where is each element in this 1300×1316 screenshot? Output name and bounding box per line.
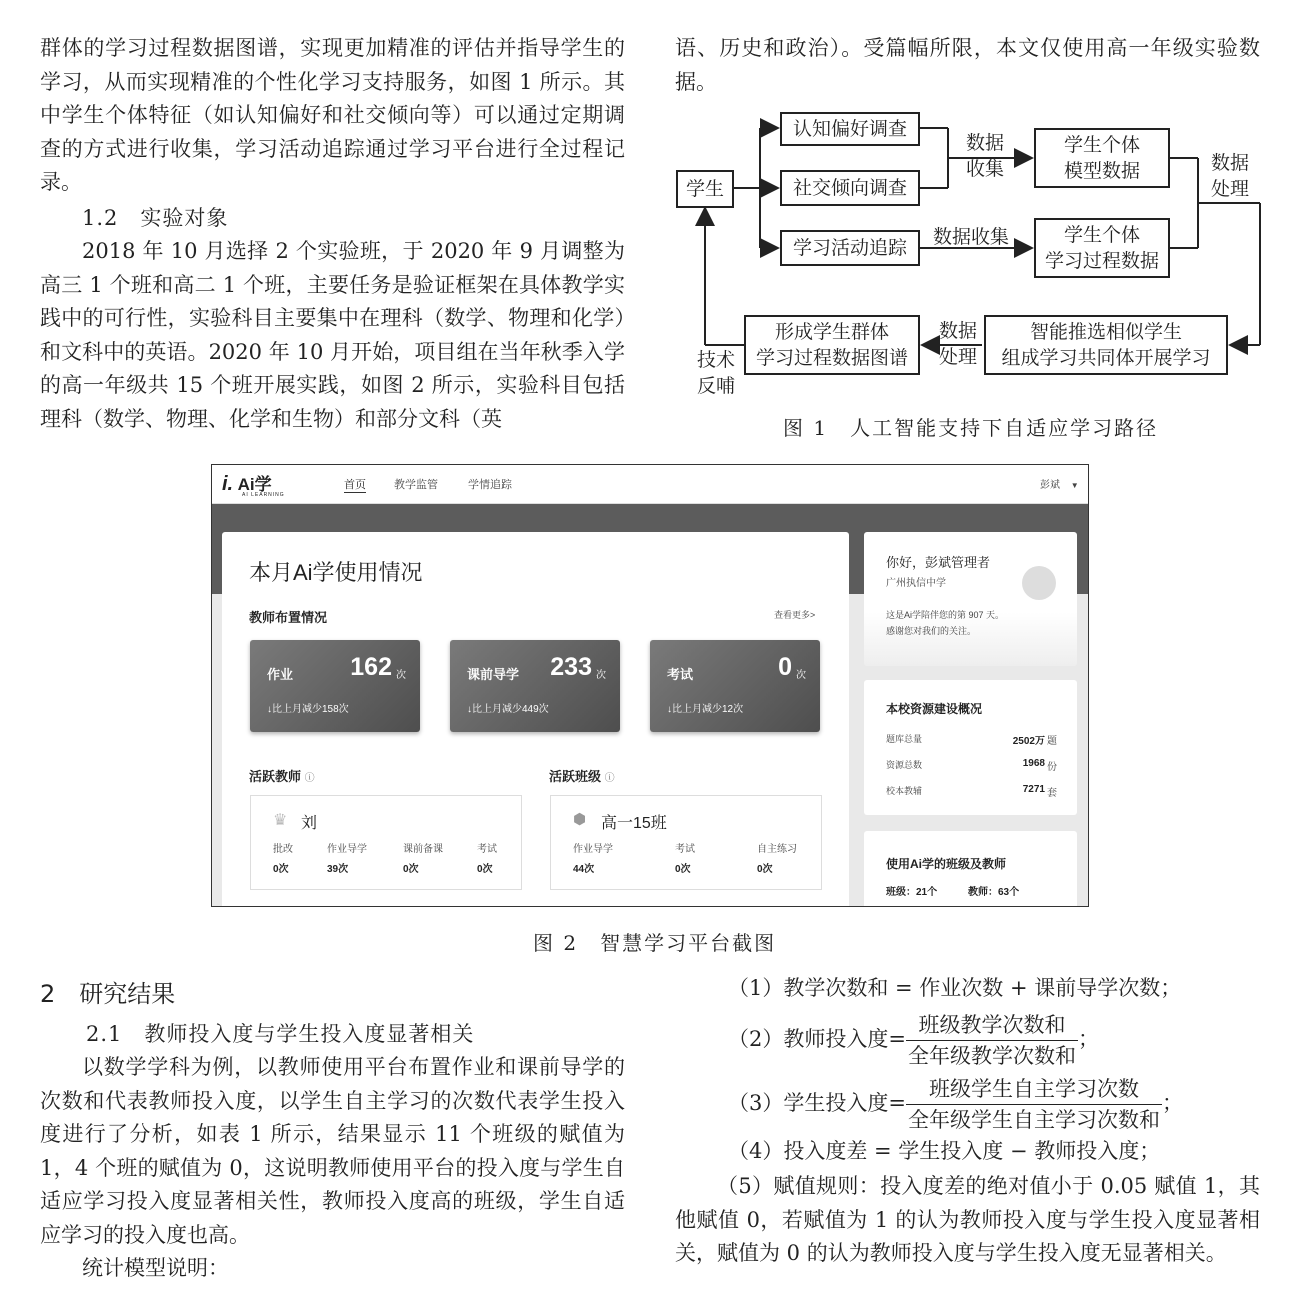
recommend-peers-box: 智能推选相似学生 组成学习共同体开展学习 [984,315,1228,375]
stat-card-homework[interactable]: 作业 162 次 ↓比上月减少158次 [250,640,420,732]
paragraph: 以数学学科为例，以教师使用平台布置作业和课前导学的次数和代表教师投入度，以学生自主学习的次数代表学生投入度进行了分析，如表 1 所示，结果显示 11 个班级的赋值为 1，4 个班的赋值为 0，这说明教师使用平台的投入度与学生自适应学习投入度显著相关性，教师投入度高的班级，学生自适应学习的投入度也高。 [40,1055,625,1247]
nav-item-home[interactable]: 首页 [344,476,366,493]
cognitive-survey-box: 认知偏好调查 [780,112,920,146]
nav-item-tracking[interactable]: 学情追踪 [468,479,512,491]
sun-illustration-icon [1022,566,1056,600]
section-heading-2-1: 2.1 教师投入度与学生投入度显著相关 [86,1021,475,1046]
equation-5: （5）赋值规则：投入度差的绝对值小于 0.05 赋值 1，其他赋值 0，若赋值为 1 的认为教师投入度与学生投入度显著相关，赋值为 0 的认为教师投入度与学生投入度无显著相关。 [675,1174,1260,1265]
data-process-label-2: 数据 处理 [938,320,977,368]
figure-2-caption: 图 2 智慧学习平台截图 [533,931,777,955]
paragraph: 语、历史和政治）。受篇幅所限，本文仅使用高一年级实验数据。 [675,36,1260,94]
chevron-down-icon: ▼ [1070,481,1079,490]
usage-summary-title: 使用Ai学的班级及教师 [886,857,1007,871]
resource-card: 本校资源建设概况 题库总量 2502万 题 资源总数 1968 份 校本教辅 7271 套 [864,680,1077,815]
student-box: 学生 [676,170,734,208]
data-collect-label: 数据 收集 [965,132,1004,180]
figure-1-caption: 图 1 人工智能支持下自适应学习路径 [783,416,1159,440]
active-class-panel: ⬢ 高一15班 作业导学 考试 自主练习 44次 0次 0次 [550,795,822,890]
equation-2: （2）教师投入度= $\frac{\text{班级教学次数和}}{\text{全年级教学次数和}}$ ； [728,1010,1099,1071]
left-bottom-column [40,978,625,1286]
usage-summary-card: 使用Ai学的班级及教师 班级：21个 教师：63个 [864,831,1077,907]
greeting: 你好，彭斌管理者 [886,555,991,570]
view-more-link[interactable]: 查看更多> [774,610,816,620]
resource-title: 本校资源建设概况 [886,702,983,716]
usage-title: 本月Ai学使用情况 [249,560,423,585]
help-icon[interactable]: ⓘ [304,773,315,784]
active-class-title: 活跃班级 ⓘ [549,769,615,784]
data-process-label: 数据 处理 [1210,152,1249,200]
logo: i. Ai学 AI LEARNING [222,473,285,498]
paragraph: 群体的学习过程数据图谱，实现更加精准的评估并指导学生的学习，从而实现精准的个性化学习支持服务，如图 1 所示。其中学生个体特征（如认知偏好和社交倾向等）可以通过定期调查的方式进行收集，学习活动追踪通过学习平台进行全过程记录。 [40,36,625,194]
figure-2-screenshot [211,464,1089,907]
equation-4: （4）投入度差 = 学生投入度 − 教师投入度； [728,1139,1161,1163]
welcome-card: 你好，彭斌管理者 广州执信中学 这是Ai学陪伴您的第 907 天。 感谢您对我们的关注。 [864,532,1077,666]
assign-title: 教师布置情况 [249,610,328,625]
individual-model-box: 学生个体 模型数据 [1034,128,1170,188]
shield-icon: ⬢ [573,811,587,828]
platform-navbar [212,465,1088,504]
figure-1-diagram [0,0,1300,460]
active-teacher-title: 活跃教师 ⓘ [249,769,315,784]
paragraph: 统计模型说明： [82,1256,229,1280]
learning-process-data-box: 学生个体 学习过程数据 [1034,218,1170,278]
help-icon[interactable]: ⓘ [604,773,615,784]
group-map-box: 形成学生群体 学习过程数据图谱 [744,315,920,375]
section-heading-2: 2 研究结果 [40,980,176,1008]
data-collect-label-2: 数据收集 [932,226,1009,248]
equation-1: （1）教学次数和 = 作业次数 + 课前导学次数； [728,976,1182,1000]
social-survey-box: 社交倾向调查 [780,170,920,206]
crown-icon: ♛ [273,812,288,829]
stat-card-preview[interactable]: 课前导学 233 次 ↓比上月减少449次 [450,640,620,732]
active-teacher-panel: ♛ 刘 批改 作业导学 课前备课 考试 0次 39次 0次 0次 [250,795,522,890]
activity-tracking-box: 学习活动追踪 [780,230,920,266]
stat-card-exam[interactable]: 考试 0 次 ↓比上月减少12次 [650,640,820,732]
school-name: 广州执信中学 [886,578,946,589]
feedback-label: 技术 反哺 [696,349,735,397]
usage-card [222,532,849,907]
nav-item-supervision[interactable]: 教学监管 [394,479,438,491]
logo-mark-icon: i. [222,473,234,495]
equation-3: （3）学生投入度= $\frac{\text{班级学生自主学习次数}}{\text{全年级学生自主学习次数和}}$ ； [728,1074,1183,1135]
paragraph: 2018 年 10 月选择 2 个实验班，于 2020 年 9 月调整为高三 1 个班和高二 1 个班，主要任务是验证框架在具体教学实践中的可行性，实验科目主要集中在理科（数学、物理和化学）和文科中的英语。2020 年 10 月开始，项目组在当年秋季入学的高一年级共 15 个班开展实践，如图 2 所示，实验科目包括理科（数学、物理、化学和生物）和部分文科（英 [40,239,625,431]
user-menu[interactable]: 彭斌 ▼ [1040,480,1079,491]
section-heading-1-2: 1.2 实验对象 [82,205,229,230]
